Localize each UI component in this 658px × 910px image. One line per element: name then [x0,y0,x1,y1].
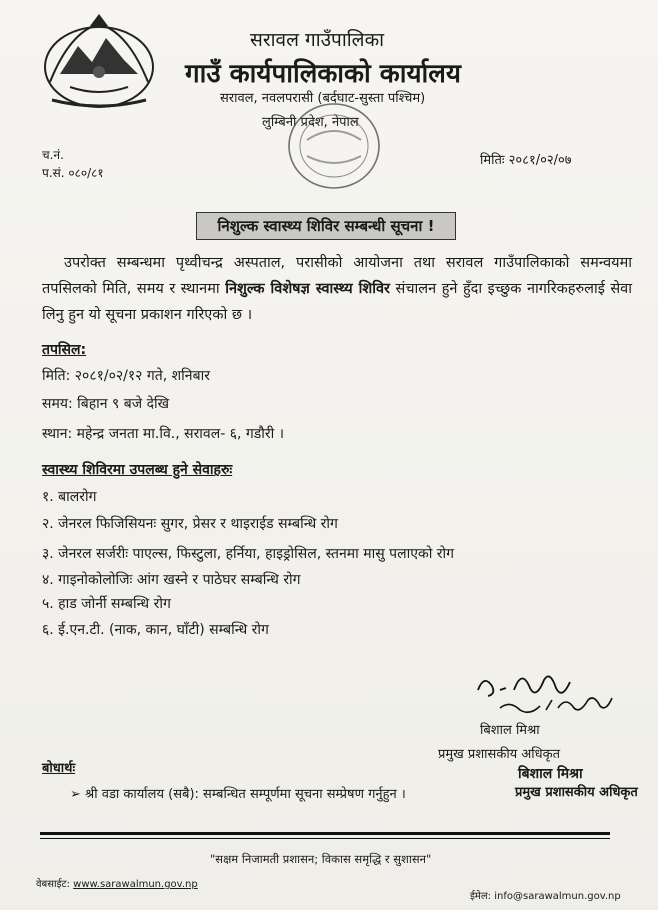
handwritten-signature [470,660,630,720]
details-date: मिति: २०८१/०२/१२ गते, शनिबार [42,368,210,384]
service-item: ६. ई.एन.टी. (नाक, कान, घाँटी) सम्बन्धि रोग [42,622,269,638]
signatory-name: बिशाल मिश्रा [480,723,540,738]
municipality-name: सरावल गाउँपालिका [250,29,385,51]
details-heading: तपसिल: [42,342,87,358]
signatory-stamp-name: बिशाल मिश्रा [518,766,583,782]
notice-paragraph: उपरोक्त सम्बन्धमा पृथ्वीचन्द्र अस्पताल, परासीको आयोजना तथा सरावल गाउँपालिकाको समन्वयमा तपसिलको मिति, समय र स्थानमा निशुल्क विशेषज्ञ स्वास्थ्य शिविर संचालन हुने हुँदा इच्छुक नागरिकहरुलाई सेवा लिनु हुन यो सूचना प्रकाशन गरिएको छ । [42,255,632,323]
notice-title: निशुल्क स्वास्थ्य शिविर सम्बन्धी सूचना ! [196,212,456,240]
service-item: २. जेनरल फिजिसियनः सुगर, प्रेसर र थाइराईड सम्बन्धि रोग [42,516,338,532]
arrow-bullet-icon: ➢ [70,787,86,802]
fiscal-year-label: प.सं. ०८०/८१ [42,166,104,180]
nepal-emblem-icon [40,12,158,112]
cc-heading: बोधार्थः [42,761,76,776]
service-item: ४. गाइनोकोलोजिः आंग खस्ने र पाठेघर सम्बन्धि रोग [42,572,301,588]
province-line: लुम्बिनी प्रदेश, नेपाल [262,115,359,130]
cc-item: ➢ श्री वडा कार्यालय (सबै): सम्बन्धित सम्पूर्णमा सूचना सम्प्रेषण गर्नुहुन । [70,787,406,802]
office-stamp-icon [285,100,383,192]
details-time: समय: बिहान ९ बजे देखि [42,396,170,412]
letter-date: मितिः २०८१/०२/०७ [480,153,572,168]
footer-motto: "सक्षम निजामती प्रशासन; विकास समृद्धि र सुशासन" [210,852,432,866]
letter-number-label: च.नं. [42,148,64,162]
signatory-title: प्रमुख प्रशासकीय अधिकृत [438,747,561,762]
footer-email: ईमेल: info@sarawalmun.gov.np [470,891,621,902]
service-item: १. बालरोग [42,489,97,505]
signatory-stamp-title: प्रमुख प्रशासकीय अधिकृत [515,785,638,800]
service-item: ५. हाड जोर्नी सम्बन्धि रोग [42,596,171,612]
footer-website: वेबसाईट: www.sarawalmun.gov.np [36,879,198,890]
office-name: गाउँ कार्यपालिकाको कार्यालय [185,59,461,89]
footer-rule-thick [40,832,610,835]
service-item: ३. जेनरल सर्जरीः पाएल्स, फिस्टुला, हर्निया, हाइड्रोसिल, स्तनमा मासु पलाएको रोग [42,546,455,562]
details-place: स्थान: महेन्द्र जनता मा.वि., सरावल- ६, गडौरी । [42,426,284,442]
services-heading: स्वास्थ्य शिविरमा उपलब्ध हुने सेवाहरुः [42,462,233,478]
footer-rule-thin [40,838,610,839]
address-line: सरावल, नवलपरासी (बर्दघाट-सुस्ता पश्चिम) [220,91,426,106]
